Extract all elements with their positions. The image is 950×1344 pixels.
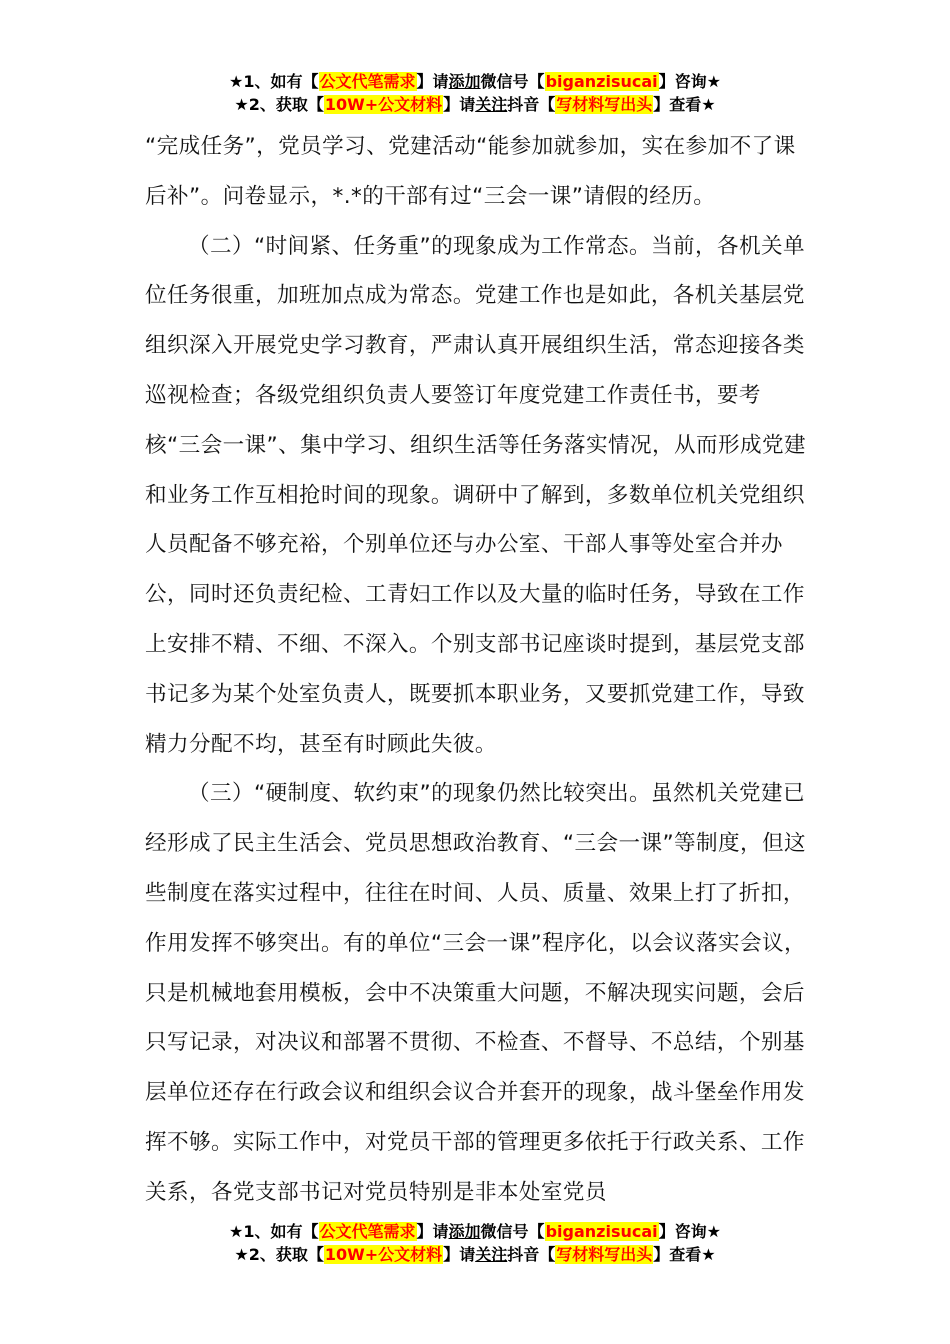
banner-highlight: biganzisucai [545, 1222, 658, 1241]
banner-line-1: ★1、如有【公文代笔需求】请添加微信号【biganzisucai】咨询★ [229, 1222, 721, 1241]
banner-line-2: ★2、获取【10W+公文材料】请关注抖音【写材料写出头】查看★ [234, 95, 716, 114]
document-body [145, 122, 810, 1218]
paragraph-section-3: （三）“硬制度、软约束”的现象仍然比较突出。虽然机关党建已经形成了民主生活会、党员思想政治教育、“三会一课”等制度，但这些制度在落实过程中，往往在时间、人员、质量、效果上打了折扣，作用发挥不够突出。有的单位“三会一课”程序化，以会议落实会议，只是机械地套用模板，会中不决策重大问题，不解决现实问题，会后只写记录，对决议和部署不贯彻、不检查、不督导、不总结，个别基层单位还存在行政会议和组织会议合并套开的现象，战斗堡垒作用发挥不够。实际工作中，对党员干部的管理更多依托于行政关系、工作关系，各党支部书记对党员特别是非本处室党员 [145, 781, 806, 1205]
banner-highlight: 公文代笔需求 [319, 1222, 416, 1241]
banner-highlight: 写材料写出头 [556, 1245, 653, 1264]
header-banner [0, 70, 950, 116]
banner-highlight: 10W+公文材料 [324, 1245, 443, 1264]
banner-highlight: 写材料写出头 [556, 95, 653, 114]
footer-banner [0, 1220, 950, 1266]
banner-line-2: ★2、获取【10W+公文材料】请关注抖音【写材料写出头】查看★ [234, 1245, 716, 1264]
paragraph-section-2: （二）“时间紧、任务重”的现象成为工作常态。当前，各机关单位任务很重，加班加点成为常态。党建工作也是如此，各机关基层党组织深入开展党史学习教育，严肃认真开展组织生活，常态迎接各类巡视检查；各级党组织负责人要签订年度党建工作责任书，要考核“三会一课”、集中学习、组织生活等任务落实情况，从而形成党建和业务工作互相抢时间的现象。调研中了解到，多数单位机关党组织人员配备不够充裕，个别单位还与办公室、干部人事等处室合并办公，同时还负责纪检、工青妇工作以及大量的临时任务，导致在工作上安排不精、不细、不深入。个别支部书记座谈时提到，基层党支部书记多为某个处室负责人，既要抓本职业务，又要抓党建工作，导致精力分配不均，甚至有时顾此失彼。 [145, 233, 806, 757]
banner-line-1: ★1、如有【公文代笔需求】请添加微信号【biganzisucai】咨询★ [229, 72, 721, 91]
banner-highlight: 公文代笔需求 [319, 72, 416, 91]
banner-highlight: 10W+公文材料 [324, 95, 443, 114]
banner-highlight: biganzisucai [545, 72, 658, 91]
paragraph-continuation: “完成任务”，党员学习、党建活动“能参加就参加，实在参加不了课后补”。问卷显示，*.*的干部有过“三会一课”请假的经历。 [145, 134, 796, 209]
